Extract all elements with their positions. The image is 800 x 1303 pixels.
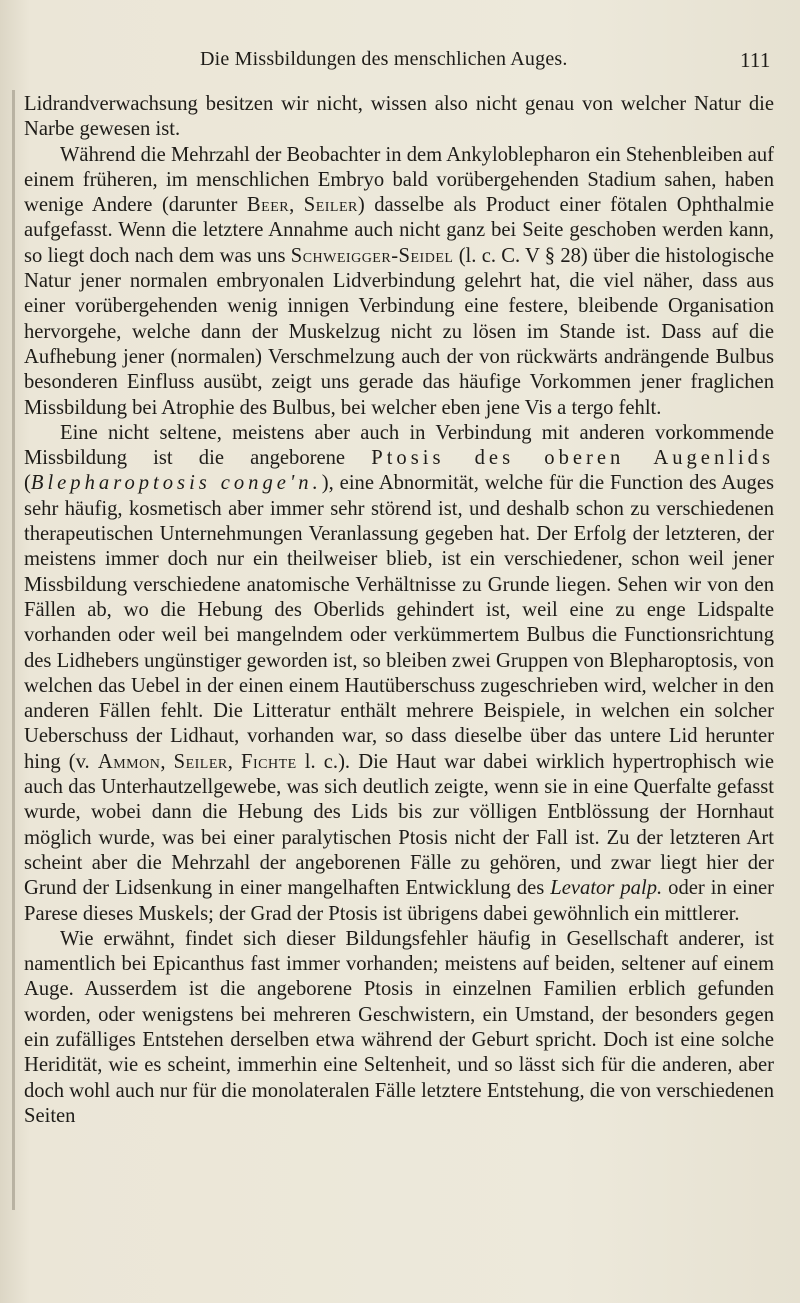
text-run: oder in einer Parese dieses Muskels; der Grad der Ptosis ist übrigens dabei gewöhnlich ein mittlerer. [24, 877, 774, 925]
styled-text-run: Ptosis des oberen Augenlids [371, 447, 774, 470]
binding-shadow [12, 90, 15, 1210]
paragraph [24, 421, 774, 927]
text-run: Während die Mehrzahl der Beobachter in dem Ankyloblepharon ein Stehenbleiben auf einem früheren, im menschlichen Embryo bald vorübergehenden Stadium sahen, haben wenige Andere (darunter [24, 143, 774, 217]
page-number: 111 [740, 48, 771, 72]
styled-text-run: Beer [246, 194, 290, 217]
paragraph [24, 143, 774, 421]
body-text [24, 92, 774, 1129]
text-run: , [160, 750, 174, 773]
text-run: , [289, 194, 304, 217]
styled-text-run: Seiler [303, 194, 358, 217]
styled-text-run: Seiler [173, 750, 228, 773]
text-run: Wie erwähnt, findet sich dieser Bildungsfehler häufig in Gesellschaft anderer, ist namentlich bei Epicanthus fast immer vorhanden; meistens auf beiden, seltener auf einem Auge. Ausserdem ist die angeborene Ptosis in einzelnen Familien erblich gefunden worden, oder wenigstens bei mehreren Geschwistern, ein Umstand, der besonders gegen ein zufälliges Entstehen derselben etwa während der Geburt spricht. Doch ist eine solche Heridität, wie es scheint, immerhin eine Seltenheit, und so lässt sich für die anderen, aber doch wohl auch nur für die monolateralen Fälle letztere Entstehung, die von verschiedenen Seiten [24, 927, 774, 1127]
styled-text-run: Fichte [241, 750, 297, 773]
text-run: ), eine Abnormität, welche für die Function des Auges sehr häufig, kosmetisch aber immer sehr störend ist, und deshalb schon zu verschiedenen therapeutischen Unternehmungen Veranlassung gegeben hat. Der Erfolg der letzteren, der meistens immer doch nur ein theilweiser blieb, ist ein verschiedener, schon weil jener Missbildung verschiedene anatomische Verhältnisse zu Grunde liegen. Sehen wir von den Fällen ab, wo die Hebung des Oberlids gehindert ist, weil eine zu enge Lidspalte vorhanden oder weil bei mangelndem oder verkümmertem Bulbus die Functionsrichtung des Lidhebers ungünstiger geworden ist, so bleiben zwei Gruppen von Blepharoptosis, von welchen das Uebel in der einen einem Hautüberschuss zugeschrieben wird, welcher in den anderen Fällen fehlt. Die Litteratur enthält mehrere Beispiele, in welchen ein solcher Ueberschuss der Lidhaut, vorhanden war, so dass dieselbe über das untere Lid herunter hing (v. [24, 472, 774, 773]
running-title: Die Missbildungen des menschlichen Auges. [200, 48, 568, 70]
paragraph [24, 92, 774, 143]
text-run: Eine nicht seltene, meistens aber auch in Verbindung mit anderen vorkommende Missbildung ist die angeborene [24, 421, 774, 470]
paragraph [24, 927, 774, 1129]
styled-text-run: Blepharoptosis conge'n. [30, 472, 322, 495]
styled-text-run: Schweigger-Seidel [290, 244, 454, 267]
styled-text-run: Levator palp. [550, 877, 663, 900]
text-run: , [227, 750, 241, 773]
text-run: (l. c. C. V § 28) über die histologische Natur jener normalen embryonalen Lidverbindung gelehrt hat, die viel näher, dass aus einer vorübergehenden wenig innigen Verbindung eine festere, bleibende Organisation hervorgehe, welche dann der Muskelzug nicht zu lösen im Stande ist. Dass auf die Aufhebung jener (normalen) Verschmelzung auch der von rückwärts andrängende Bulbus besonderen Einfluss ausübt, zeigt uns gerade das häufige Vorkommen jener fraglichen Missbildung bei Atrophie des Bulbus, bei welcher eben jene Vis a tergo fehlt. [24, 244, 775, 419]
text-run: Lidrandverwachsung besitzen wir nicht, wissen also nicht genau von welcher Natur die Narbe gewesen ist. [24, 93, 774, 141]
styled-text-run: Ammon [97, 750, 161, 773]
text-run: ) dasselbe als Product einer fötalen Ophthalmie aufgefasst. Wenn die letztere Annahme auch nicht ganz bei Seite geschoben werden kann, so liegt doch nach dem was uns [24, 194, 775, 267]
text-run: ( [24, 472, 31, 495]
text-run: l. c.). Die Haut war dabei wirklich hypertrophisch wie auch das Unterhautzellgewebe, was sich deutlich zeigte, wenn sie in eine Querfalte gefasst wurde, wobei dann die Hebung des Lids bis zur völligen Entblössung der Hornhaut möglich wurde, was bei einer paralytischen Ptosis nicht der Fall ist. Zu der letzteren Art scheint aber die Mehrzahl der angeborenen Fälle zu gehören, und zwar liegt hier der Grund der Lidsenkung in einer mangelhaften Entwicklung des [24, 750, 775, 900]
